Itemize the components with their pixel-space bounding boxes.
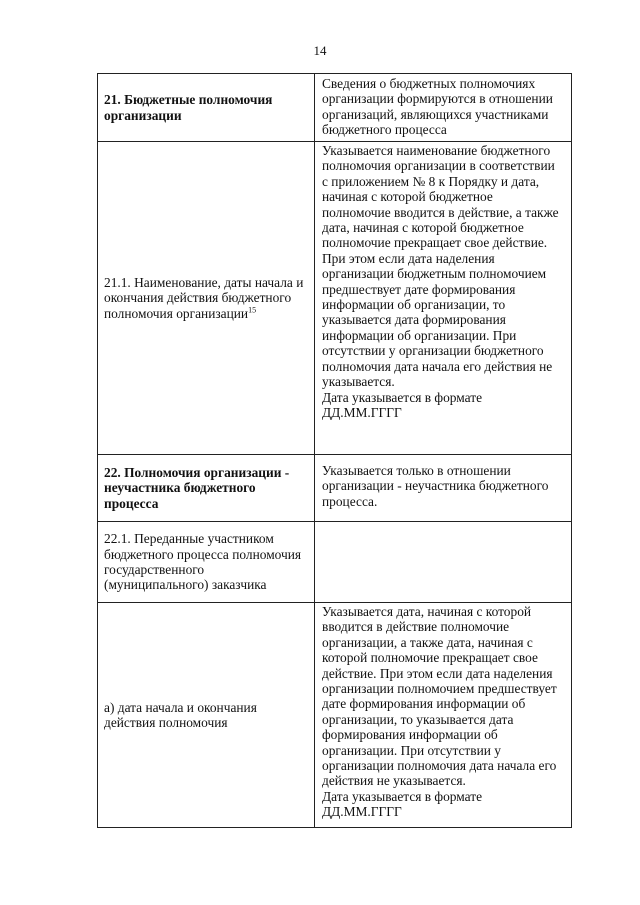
section-heading-21: 21. Бюджетные полномочия организации bbox=[98, 74, 315, 142]
field-name-22-1: 22.1. Переданные участником бюджетного процесса полномочия государственного (муниципального) заказчика bbox=[98, 522, 315, 603]
footnote-marker: 15 bbox=[248, 305, 257, 315]
field-label: 21.1. Наименование, даты начала и окончания действия бюджетного полномочия организации bbox=[104, 274, 304, 321]
table-row bbox=[98, 142, 572, 455]
section-heading-22: 22. Полномочия организации - неучастника бюджетного процесса bbox=[98, 455, 315, 522]
table-row bbox=[98, 455, 572, 522]
field-description-22-1-a: Указывается дата, начиная с которой вводится в действие полномочие организации, а также дата, начиная с которой полномочие прекращает свое действие. При этом если дата наделения организации полномочием предшествует дате формирования информации об организации, то указывается дата формирования информации об организации. При отсутствии у организации полномочия дата начала его действия не указывается. Дата указывается в формате ДД.ММ.ГГГГ bbox=[315, 603, 572, 828]
field-description-22-1 bbox=[315, 522, 572, 603]
field-name-21-1 bbox=[98, 142, 315, 455]
section-description-21: Сведения о бюджетных полномочиях организации формируются в отношении организаций, являющихся участниками бюджетного процесса bbox=[315, 74, 572, 142]
field-name-22-1-a: а) дата начала и окончания действия полномочия bbox=[98, 603, 315, 828]
field-description-21-1: Указывается наименование бюджетного полномочия организации в соответствии с приложением № 8 к Порядку и дата, начиная с которой бюджетное полномочие вводится в действие, а также дата, начиная с которой бюджетное полномочие прекращает свое действие. При этом если дата наделения организации бюджетным полномочием предшествует дате формирования информации об организации, то указывается дата формирования информации об организации. При отсутствии у организации бюджетного полномочия дата начала его действия не указывается. Дата указывается в формате ДД.ММ.ГГГГ bbox=[315, 142, 572, 455]
requirements-table bbox=[97, 73, 572, 828]
table-row bbox=[98, 603, 572, 828]
table-row bbox=[98, 522, 572, 603]
section-description-22: Указывается только в отношении организации - неучастника бюджетного процесса. bbox=[315, 455, 572, 522]
page-number: 14 bbox=[313, 43, 327, 58]
table-row bbox=[98, 74, 572, 142]
